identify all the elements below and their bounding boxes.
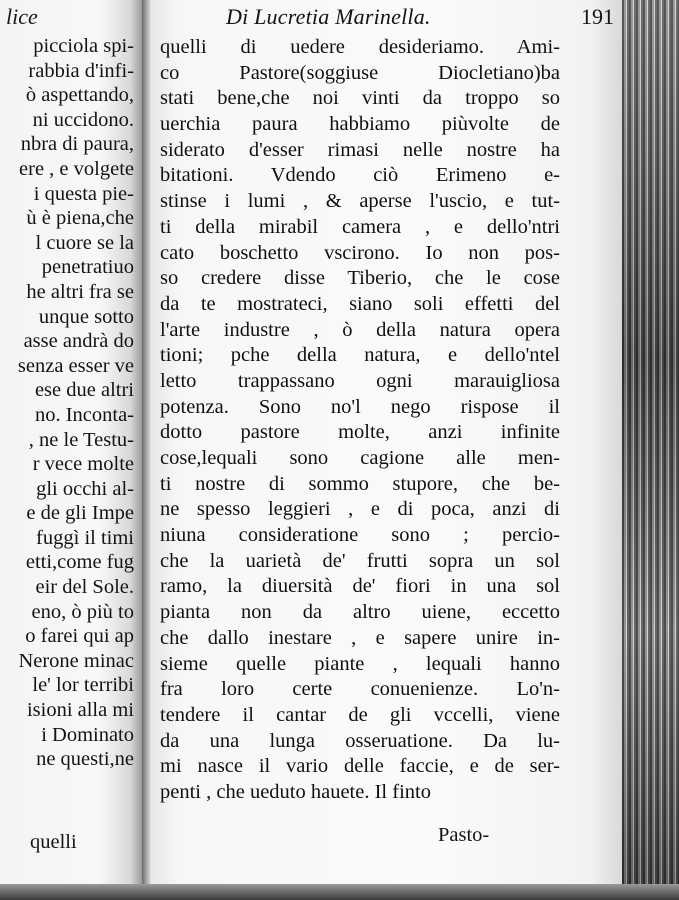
text-line: siderato d'esser rimasi nelle nostre ha: [160, 138, 560, 161]
text-line: che la uarietà de' frutti sopra un sol: [160, 549, 560, 572]
right-page: [150, 0, 628, 900]
left-page-text: [18, 34, 134, 772]
text-line: e de gli Impe: [26, 502, 134, 525]
text-line: i Dominato: [41, 723, 134, 746]
text-line: picciola spi-: [33, 35, 134, 57]
text-line: , ne le Testu-: [28, 428, 134, 451]
text-line: co Pastore(soggiuse Diocletiano)ba: [160, 61, 560, 84]
text-line: mi nasce il vario delle faccie, e de ser-: [160, 755, 560, 778]
text-line: gli occhi al-: [36, 477, 134, 500]
page-number: 191: [581, 4, 614, 29]
text-line: da te mostrateci, siano soli effetti del: [160, 292, 560, 315]
left-running-head: lice: [6, 4, 38, 29]
text-line: ese due altri: [34, 379, 134, 402]
catchword: Pasto-: [438, 824, 490, 846]
text-line: tendere il cantar de gli vccelli, viene: [160, 703, 560, 726]
text-line: bitationi. Vdendo ciò Erimeno e-: [160, 164, 560, 187]
text-line: ne questi,ne: [36, 748, 134, 771]
left-page: [0, 0, 142, 900]
text-line: ere , e volgete: [19, 157, 134, 180]
text-line: stinse i lumi , & aperse l'uscio, e tut-: [160, 190, 560, 213]
text-line: uerchia paura habbiamo piùvolte de: [160, 113, 560, 136]
text-line: Nerone minac: [18, 649, 134, 672]
text-line: dotto pastore molte, anzi infinite: [160, 421, 560, 444]
text-line: eir del Sole.: [35, 576, 134, 599]
text-line: cato boschetto vscirono. Io non pos-: [160, 241, 560, 264]
text-line: ti della mirabil camera , e dello'ntri: [160, 215, 560, 238]
text-line: potenza. Sono no'l nego rispose il: [160, 395, 560, 418]
text-line: fuggì il timi: [36, 526, 134, 549]
text-line: ò aspettando,: [25, 84, 134, 107]
text-line: ù è piena,che: [26, 207, 134, 230]
text-line: no. Inconta-: [34, 403, 134, 426]
text-line: rabbia d'infi-: [28, 59, 134, 82]
text-line: he altri fra se: [26, 280, 134, 303]
text-line: ne spesso leggieri , e di poca, anzi di: [160, 498, 560, 521]
text-line: ramo, la diuersità de' fiori in una sol: [160, 575, 560, 598]
body-text: [160, 35, 560, 806]
text-line: etti,come fug: [25, 551, 134, 574]
text-line: pianta non da altro uiene, eccetto: [160, 601, 560, 624]
text-line: quelli di uedere desideriamo. Ami-: [160, 36, 560, 58]
left-catchword: quelli: [30, 831, 77, 853]
text-line: che dallo inestare , e sapere unire in-: [160, 626, 560, 649]
text-line: stati bene,che noi vinti da troppo so: [160, 87, 560, 110]
text-line: unque sotto: [38, 305, 134, 328]
text-line: le' lor terribi: [32, 674, 134, 697]
text-line: eno, ò più to: [31, 600, 134, 623]
text-line: senza esser ve: [17, 354, 134, 377]
text-line: ni uccidono.: [32, 108, 134, 131]
text-line: penti , che ueduto hauete. Il finto: [160, 780, 431, 803]
page-edges-shade: [622, 0, 679, 900]
text-line: so credere disse Tiberio, che le cose: [160, 267, 560, 290]
text-line: nbra di paura,: [20, 133, 134, 156]
text-line: isioni alla mi: [26, 699, 134, 722]
text-line: da una lunga osseruatione. Da lu-: [160, 729, 560, 752]
text-line: ti nostre di sommo stupore, che be-: [160, 472, 560, 495]
text-line: fra loro certe conuenienze. Lo'n-: [160, 678, 560, 701]
text-line: r vece molte: [32, 453, 134, 476]
text-line: i questa pie-: [33, 182, 134, 205]
text-line: penetratiuo: [41, 256, 134, 279]
text-line: asse andrà do: [23, 330, 134, 353]
bottom-shadow: [0, 884, 679, 900]
text-line: sieme quelle piante , lequali hanno: [160, 652, 560, 675]
text-line: o farei qui ap: [25, 625, 134, 648]
text-line: letto trappassano ogni marauigliosa: [160, 369, 560, 392]
text-line: niuna consideratione sono ; percio-: [160, 524, 560, 547]
text-line: tioni; pche della natura, e dello'ntel: [160, 344, 560, 367]
text-line: l cuore se la: [35, 231, 134, 254]
text-line: cose,lequali sono cagione alle men-: [160, 447, 560, 469]
running-head: Di Lucretia Marinella.: [226, 4, 431, 29]
text-line: l'arte industre , ò della natura opera: [160, 318, 560, 341]
